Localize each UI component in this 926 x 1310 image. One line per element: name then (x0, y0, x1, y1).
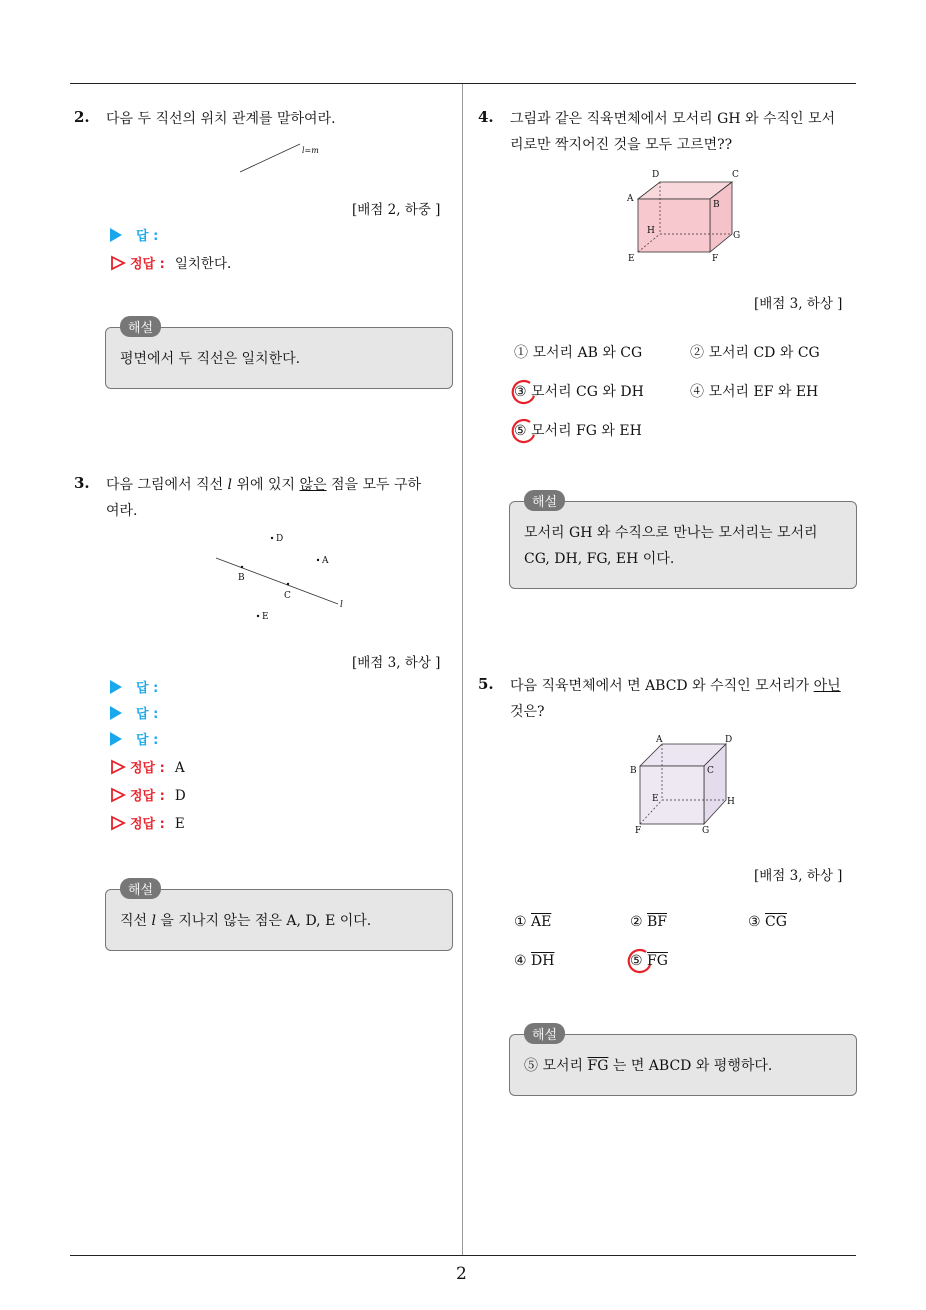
q3-text-underlined: 않은 (299, 477, 327, 493)
q5-label-D: D (725, 735, 733, 745)
q5-option-4[interactable] (514, 953, 554, 969)
q3-correct-1: A (174, 760, 185, 776)
q3-correct-row-2 (110, 786, 186, 807)
q3-answer-row-1 (110, 678, 158, 699)
option-text: 모서리 FG 와 EH (531, 423, 642, 439)
answer-arrow-icon (110, 228, 122, 242)
option-text: 모서리 EF 와 EH (708, 384, 819, 400)
q2-score: [배점 2, 하중 ] (352, 202, 441, 218)
page-number: 2 (456, 1264, 467, 1284)
option-text: $\overline{BF}$ (647, 914, 668, 930)
q3-answer-row-3 (110, 730, 158, 751)
q2-figure (230, 138, 330, 178)
q5-text-a: 다음 직육면체에서 면 ABCD 와 수직인 모서리가 (510, 678, 814, 694)
q5-score: [배점 3, 하상 ] (754, 868, 843, 884)
q5-option-5[interactable] (630, 953, 668, 969)
q2-figure-label: l=m (302, 146, 319, 155)
answer-label: 답 : (136, 681, 159, 696)
q3-label-E: E (262, 612, 269, 622)
q3-text-c: 점을 모두 구하 (326, 477, 422, 493)
q3-number: 3. (74, 474, 90, 492)
q3-label-C: C (284, 591, 291, 601)
correct-arrow-icon (110, 255, 126, 271)
q3-correct-row-3 (110, 814, 185, 835)
q3-figure (210, 528, 360, 628)
q3-text-a: 다음 그림에서 직선 (106, 477, 228, 493)
q5-explanation-text (524, 1053, 846, 1079)
correct-label: 정답 : (130, 761, 165, 776)
option-text: $\overline{FG}$ (647, 953, 668, 969)
column-divider (462, 84, 463, 1256)
answer-arrow-icon (110, 706, 122, 720)
q4-number: 4. (478, 108, 494, 126)
bottom-rule (70, 1255, 856, 1256)
option-mark: ④ (514, 953, 527, 969)
q4-label-A: A (627, 194, 634, 204)
q4-expl-line1: 모서리 GH 와 수직으로 만나는 모서리는 모서리 (524, 525, 818, 541)
q3-text-b: 위에 있지 (232, 477, 300, 493)
q4-label-E: E (628, 254, 635, 264)
q2-correct-value: 일치한다. (174, 256, 232, 272)
q5-text-underlined: 아닌 (813, 678, 841, 694)
answer-label: 답 : (136, 733, 159, 748)
q4-option-3[interactable] (514, 381, 644, 401)
q4-label-G: G (733, 231, 741, 241)
q4-score: [배점 3, 하상 ] (754, 296, 843, 312)
q4-label-C: C (732, 170, 739, 180)
q4-explanation-text (524, 520, 846, 572)
correct-arrow-icon (110, 787, 126, 803)
q4-option-3-mark (514, 384, 527, 400)
correct-arrow-icon (110, 815, 126, 831)
q5-expl-b: 는 면 ABCD 와 평행하다. (608, 1058, 773, 1074)
option-mark: ③ (748, 914, 761, 930)
q5-option-5-mark (630, 953, 643, 969)
correct-label: 정답 : (130, 789, 165, 804)
q3-label-A: A (322, 556, 329, 566)
option-mark: ① (514, 345, 528, 361)
q5-option-2[interactable] (630, 914, 667, 930)
answer-label: 답 : (136, 229, 159, 244)
option-text: $\overline{AE}$ (531, 914, 552, 930)
q2-explanation-text: 평면에서 두 직선은 일치한다. (120, 351, 301, 367)
q5-label-B: B (630, 766, 637, 776)
q5-option-3[interactable] (748, 914, 787, 930)
q2-text: 다음 두 직선의 위치 관계를 말하여라. (106, 111, 336, 127)
q4-explanation-box (509, 495, 857, 589)
option-text: 모서리 AB 와 CG (532, 345, 643, 361)
q5-label-E: E (652, 794, 659, 804)
q4-figure (620, 168, 750, 268)
explanation-tag: 해설 (120, 878, 161, 899)
correct-circle-icon (508, 417, 538, 447)
option-mark: ① (514, 914, 527, 930)
option-text: 모서리 CD 와 CG (708, 345, 820, 361)
q4-label-D: D (652, 170, 660, 180)
q4-text-line2: 리로만 짝지어진 것을 모두 고르면?? (510, 137, 733, 153)
q4-option-1[interactable] (514, 342, 642, 362)
q4-expl-line2: CG, DH, FG, EH 이다. (524, 551, 675, 567)
q5-label-H: H (727, 797, 735, 807)
correct-circle-icon (624, 947, 654, 977)
correct-label: 정답 : (130, 257, 165, 272)
q3-correct-2: D (174, 788, 186, 804)
q4-option-5[interactable] (514, 420, 642, 440)
option-mark: ② (630, 914, 643, 930)
q3-explanation-text (120, 908, 442, 934)
option-text: $\overline{DH}$ (531, 953, 555, 969)
correct-label: 정답 : (130, 817, 165, 832)
q5-label-A: A (656, 735, 663, 745)
q3-expl-b: 을 지나지 않는 점은 A, D, E 이다. (155, 913, 372, 929)
option-mark: ② (690, 345, 704, 361)
q4-label-F: F (712, 254, 719, 264)
q2-answer-row (110, 226, 158, 247)
q2-number: 2. (74, 108, 90, 126)
q4-text-line1: 그림과 같은 직육면체에서 모서리 GH 와 수직인 모서 (510, 111, 836, 127)
q4-option-4[interactable] (690, 381, 818, 401)
q3-label-l: l (340, 600, 343, 610)
answer-arrow-icon (110, 680, 122, 694)
q4-label-B: B (713, 200, 720, 210)
correct-circle-icon (508, 378, 538, 408)
q3-correct-row-1 (110, 758, 185, 779)
q3-text-l: l (227, 477, 233, 493)
q5-label-C: C (707, 766, 714, 776)
q2-correct-row (110, 254, 231, 275)
q5-text (510, 673, 841, 725)
q3-label-D: D (276, 534, 284, 544)
answer-arrow-icon (110, 732, 122, 746)
option-text: $\overline{CG}$ (765, 914, 787, 930)
q5-option-1[interactable] (514, 914, 551, 930)
option-mark: ③ (514, 384, 527, 400)
q3-correct-3: E (174, 816, 185, 832)
answer-label: 답 : (136, 707, 159, 722)
option-mark: ⑤ (514, 423, 527, 439)
q5-figure (626, 734, 746, 838)
q3-expl-l: l (151, 913, 156, 929)
q5-expl-segment: $\overline{FG}$ (587, 1058, 609, 1074)
correct-arrow-icon (110, 759, 126, 775)
q3-label-B: B (238, 573, 245, 583)
q5-explanation-box (509, 1028, 857, 1096)
option-text: 모서리 CG 와 DH (531, 384, 644, 400)
q5-number: 5. (478, 675, 494, 693)
q5-label-G: G (702, 826, 710, 836)
q4-option-2[interactable] (690, 342, 820, 362)
option-mark: ④ (690, 384, 704, 400)
q4-option-5-mark (514, 423, 527, 439)
explanation-tag: 해설 (524, 1023, 565, 1044)
q3-explanation-box (105, 883, 453, 951)
q4-label-H: H (647, 226, 655, 236)
explanation-tag: 해설 (524, 490, 565, 511)
q5-expl-a: ⑤ 모서리 (524, 1058, 588, 1074)
q3-score: [배점 3, 하상 ] (352, 655, 441, 671)
q3-expl-a: 직선 (120, 913, 152, 929)
q5-text-line2: 것은? (510, 704, 545, 720)
option-mark: ⑤ (630, 953, 643, 969)
explanation-tag: 해설 (120, 316, 161, 337)
q5-label-F: F (635, 826, 642, 836)
top-rule (70, 83, 856, 84)
q3-text (106, 472, 458, 524)
q4-text (510, 106, 835, 158)
q2-explanation-box (105, 321, 453, 389)
q3-answer-row-2 (110, 704, 158, 725)
q3-text-line2: 여라. (106, 503, 138, 519)
